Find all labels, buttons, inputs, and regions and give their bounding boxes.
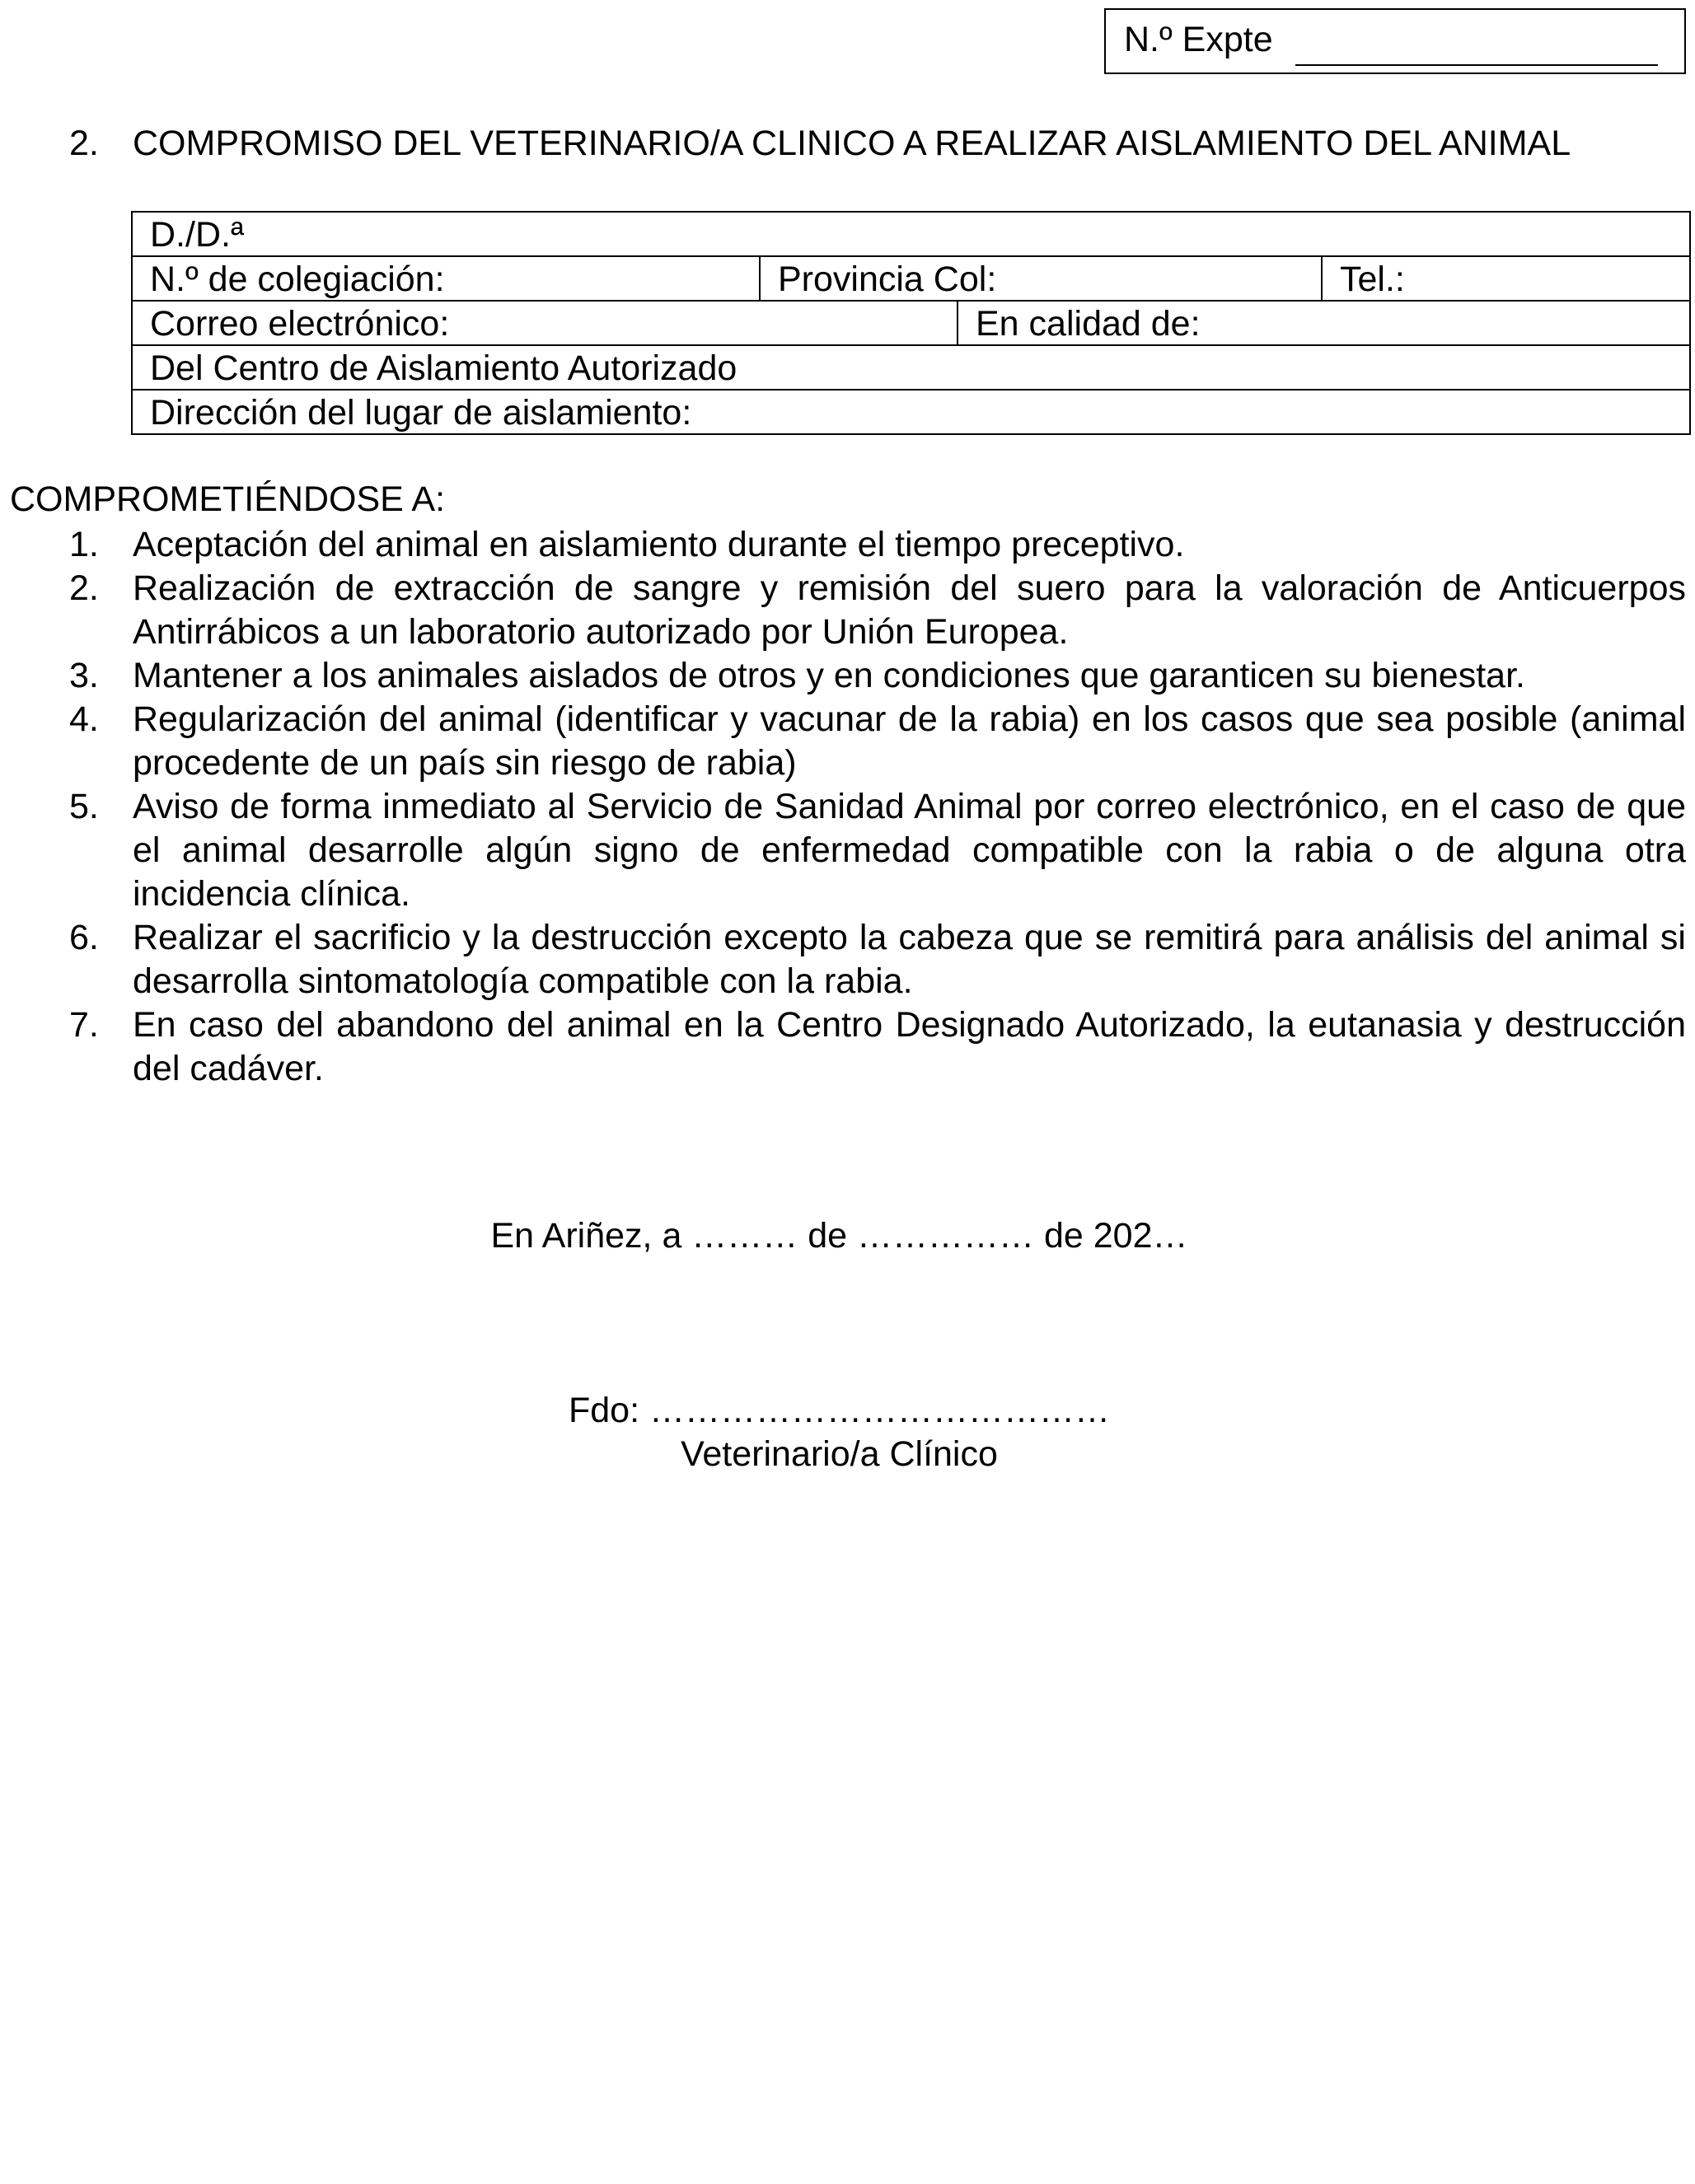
list-item: 4. Regularización del animal (identificar y vacunar de la rabia) en los casos que sea posible (animal procedente de un país sin riesgo de rabia) [69, 699, 1686, 783]
list-item: 3. Mantener a los animales aislados de otros y en condiciones que garanticen su bienestar. [69, 656, 1525, 695]
commitments-heading: COMPROMETIÉNDOSE A: [10, 479, 446, 519]
veterinarian-form-table [131, 211, 1691, 435]
section-number: 2. [69, 124, 99, 163]
name-label: D./D.ª [150, 215, 244, 255]
colegiacion-label: N.º de colegiación: [150, 260, 445, 299]
tel-field[interactable] [1321, 257, 1691, 300]
direccion-field[interactable] [133, 391, 1689, 433]
direccion-label: Dirección del lugar de aislamiento: [150, 393, 692, 433]
form-row-centro [133, 344, 1689, 389]
email-label: Correo electrónico: [150, 304, 450, 344]
expediente-box [1104, 8, 1686, 74]
list-item: 6. Realizar el sacrificio y la destrucción excepto la cabeza que se remitirá para análisis del animal si desarrolla sintomatología compatible con la rabia. [69, 918, 1686, 1001]
form-row-colegiacion [133, 255, 1689, 300]
commitments-list [0, 523, 1695, 1091]
centro-field[interactable] [133, 346, 1689, 389]
signature-role: Veterinario/a Clínico [681, 1434, 998, 1474]
centro-label: Del Centro de Aislamiento Autorizado [150, 348, 737, 388]
tel-label: Tel.: [1340, 260, 1405, 299]
expediente-label: N.º Expte [1124, 20, 1273, 59]
form-row-direccion [133, 389, 1689, 433]
colegiacion-field[interactable] [133, 257, 759, 300]
provincia-label: Provincia Col: [778, 260, 997, 299]
list-item: 5. Aviso de forma inmediato al Servicio de Sanidad Animal por correo electrónico, en el caso de que el animal desarrolle algún signo de enfermedad compatible con la rabia o de alguna otra incidencia clínica. [69, 787, 1686, 914]
signature-line: Fdo: ………………………………… [569, 1391, 1110, 1430]
calidad-label: En calidad de: [976, 304, 1201, 344]
form-row-email [133, 300, 1689, 344]
list-item: 2. Realización de extracción de sangre y remisión del suero para la valoración de Anticuerpos Antirrábicos a un laboratorio autorizado por Unión Europea. [69, 568, 1686, 652]
name-field[interactable] [133, 213, 1689, 255]
list-item: 1. Aceptación del animal en aislamiento durante el tiempo preceptivo. [69, 525, 1185, 564]
provincia-field[interactable] [759, 257, 1321, 300]
calidad-field[interactable] [957, 302, 1691, 344]
list-item: 7. En caso del abandono del animal en la Centro Designado Autorizado, la eutanasia y destrucción del cadáver. [69, 1005, 1686, 1088]
section-heading [0, 124, 1695, 170]
expediente-input-line[interactable] [1295, 64, 1658, 66]
place-date-line: En Ariñez, a ……… de …………… de 202… [490, 1216, 1188, 1256]
email-field[interactable] [133, 302, 957, 344]
section-title: COMPROMISO DEL VETERINARIO/A CLINICO A REALIZAR AISLAMIENTO DEL ANIMAL [133, 124, 1571, 163]
form-row-name [133, 213, 1689, 255]
